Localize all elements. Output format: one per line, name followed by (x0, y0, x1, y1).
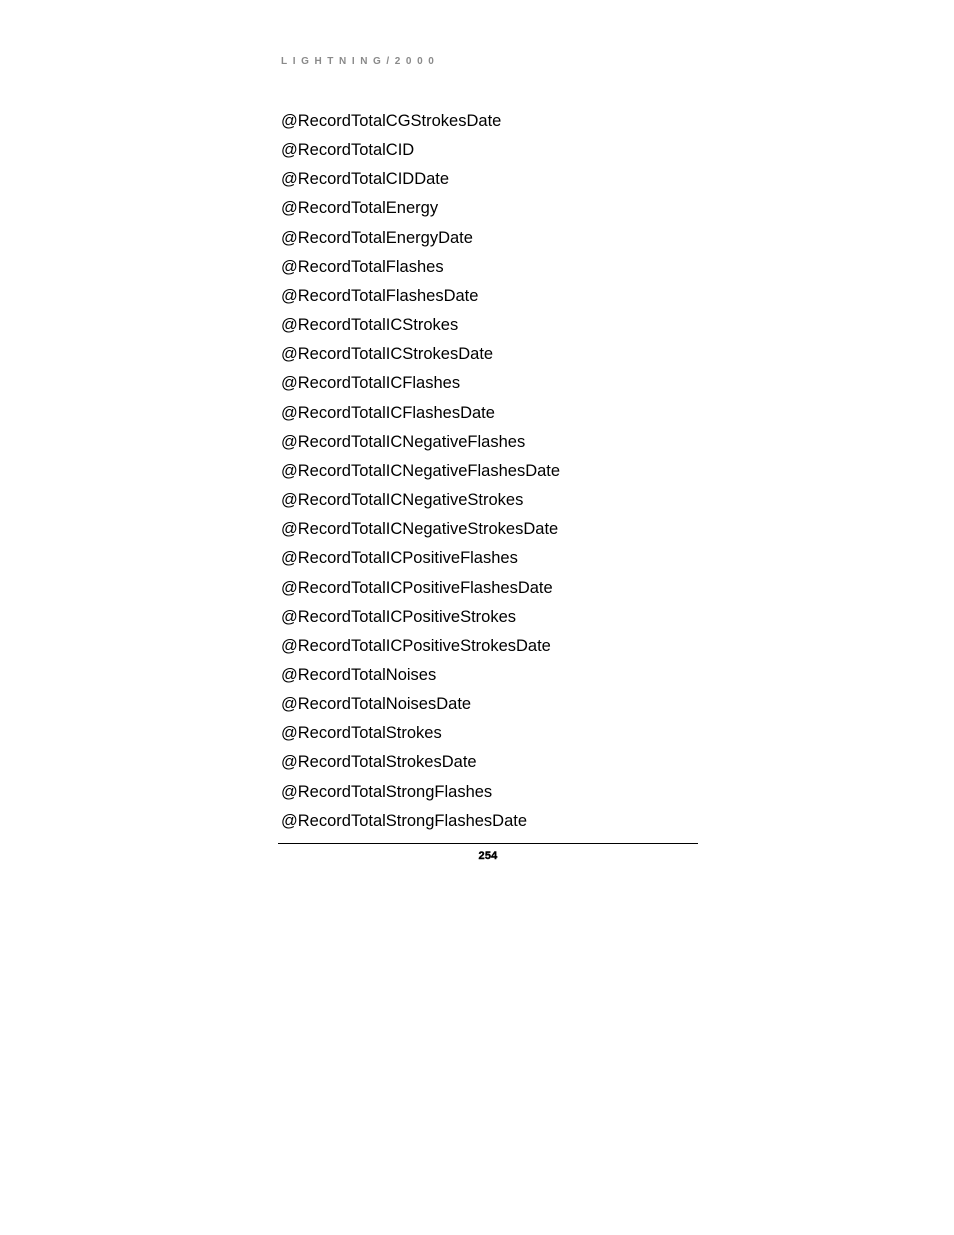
list-item: @RecordTotalStrongFlashes (281, 782, 493, 801)
list-item: @RecordTotalICNegativeFlashes (281, 432, 526, 451)
list-item: @RecordTotalICPositiveStrokesDate (281, 636, 551, 655)
list-item: @RecordTotalICStrokes (281, 316, 459, 335)
list-item: @RecordTotalEnergyDate (281, 228, 473, 247)
list-item: @RecordTotalICFlashes (281, 374, 461, 393)
list-item: @RecordTotalStrongFlashesDate (281, 811, 528, 830)
footer-divider (278, 843, 698, 844)
page-number: 254 (478, 850, 498, 862)
list-item: @RecordTotalICNegativeStrokes (281, 491, 524, 510)
list-item: @RecordTotalICFlashesDate (281, 403, 495, 422)
list-item: @RecordTotalStrokes (281, 724, 442, 743)
list-item: @RecordTotalEnergy (281, 199, 439, 218)
list-item: @RecordTotalNoises (281, 665, 437, 684)
list-item: @RecordTotalFlashes (281, 257, 444, 276)
list-item: @RecordTotalICPositiveStrokes (281, 607, 517, 626)
list-item: @RecordTotalFlashesDate (281, 286, 479, 305)
list-item: @RecordTotalNoisesDate (281, 695, 472, 714)
list-item: @RecordTotalCGStrokesDate (281, 112, 502, 130)
list-item: @RecordTotalICNegativeStrokesDate (281, 520, 559, 539)
running-header: LIGHTNING/2000 (281, 56, 440, 67)
list-item: @RecordTotalICNegativeFlashesDate (281, 461, 561, 480)
list-item: @RecordTotalStrokesDate (281, 753, 477, 772)
list-item: @RecordTotalCIDDate (281, 170, 450, 189)
list-item: @RecordTotalICPositiveFlashesDate (281, 578, 553, 597)
variable-list (281, 107, 560, 836)
list-item: @RecordTotalICStrokesDate (281, 345, 494, 364)
list-item: @RecordTotalICPositiveFlashes (281, 549, 518, 568)
list-item: @RecordTotalCID (281, 141, 415, 160)
